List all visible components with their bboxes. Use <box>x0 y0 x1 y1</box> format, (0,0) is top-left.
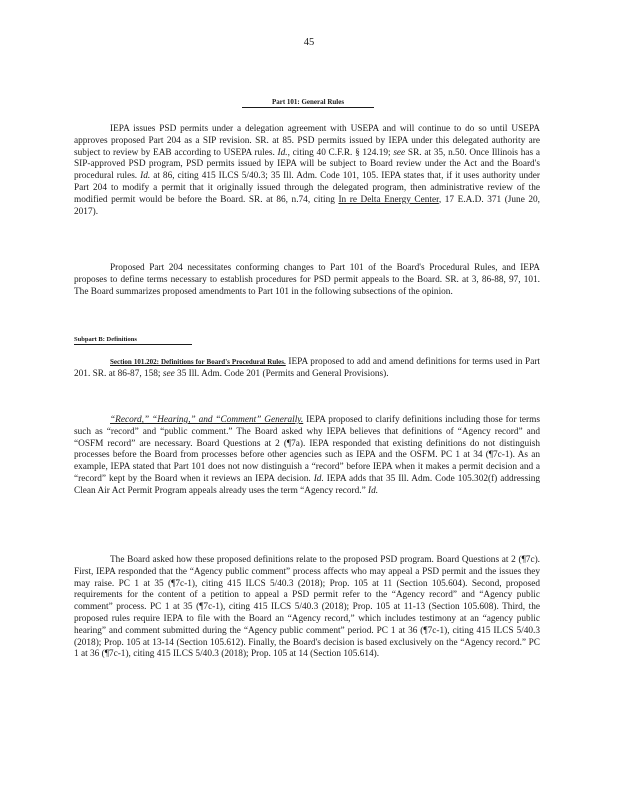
paragraph-1: IEPA issues PSD permits under a delegation agreement with USEPA and will continue to do so until USEPA approves proposed Part 204 as a SIP revision. SR. at 85. PSD permits issued by IEPA under this delegated authority are subject to review by EAB according to USEPA rules. Id., citing 40 C.F.R. § 124.19; see SR. at 35, n.50. Once Illinois has a SIP-approved PSD program, PSD permits issued by IEPA will be subject to Board review under the Act and the Board's procedural rules. Id. at 86, citing 415 ILCS 5/40.3; 35 Ill. Adm. Code 101, 105. IEPA states that, if it uses authority under Part 204 to modify a permit that it originally issued through the delegated program, then administrative review of the modified permit would be before the Board. SR. at 86, n.74, citing In re Delta Energy Center, 17 E.A.D. 371 (June 20, 2017). <box>74 124 541 217</box>
record-hearing-comment-heading: “Record,” “Hearing,” and “Comment” Generally. <box>110 415 304 425</box>
id-citation: Id. <box>277 147 288 158</box>
paragraph-2: Proposed Part 204 necessitates conforming changes to Part 101 of the Board's Procedural Rules, and IEPA proposes to define terms necessary to establish procedures for PSD permit appeals to the Board. SR. at 3, 86-88, 97, 101. The Board summarizes proposed amendments to Part 101 in the following subsections of the opinion. <box>74 263 540 297</box>
id-citation: Id. <box>368 485 379 496</box>
subpart-heading: Subpart B: Definitions <box>74 336 192 345</box>
case-citation: In re Delta Energy Center <box>338 194 439 205</box>
paragraph-3: Section 101.202: Definitions for Board's Procedural Rules. IEPA proposed to add and amend definitions for terms used in Part 201. SR. at 86-87, 158; see 35 Ill. Adm. Code 201 (Permits and General Provisions). <box>74 357 540 379</box>
id-citation: Id. <box>313 473 324 484</box>
paragraph-5: The Board asked how these proposed definitions relate to the proposed PSD program. Board Questions at 2 (¶7c). First, IEPA responded that the “Agency public comment” process affects who may appeal a PSD permit and the issues they may raise. PC 1 at 35 (¶7c-1), citing 415 ILCS 5/40.3 (2018); Prop. 105 at 11 (Section 105.604). Second, proposed requirements for the content of a petition to appeal a PSD permit refer to the “Agency record” and “Agency public comment” process. PC 1 at 35 (¶7c-1), citing 415 ILCS 5/40.3 (2018); Prop. 105 at 11-13 (Section 105.608). Third, the proposed rules require IEPA to file with the Board an “Agency record,” which includes testimony at an “agency public hearing” and comment submitted during the “Agency public comment” period. PC 1 at 36 (¶7c-1), citing 415 ILCS 5/40.3 (2018); Prop. 105 at 13-14 (Section 105.612). Finally, the Board's decision is based exclusively on the “Agency record.” PC 1 at 36 (¶7c-1), citing 415 ILCS 5/40.3 (2018); Prop. 105 at 14 (Section 105.614). <box>74 555 540 660</box>
section-101-202-heading: Section 101.202: Definitions for Board's Procedural Rules. <box>110 358 286 366</box>
see-signal: see <box>393 147 406 158</box>
id-citation: Id. <box>140 171 151 182</box>
see-signal: see <box>162 368 175 379</box>
section-heading: Part 101: General Rules <box>242 98 374 108</box>
page-number: 45 <box>303 37 315 48</box>
paragraph-4: “Record,” “Hearing,” and “Comment” Generally. IEPA proposed to clarify definitions including those for terms such as “record” and “public comment.” The Board asked why IEPA believes that definitions of “Agency record” and “OSFM record” are necessary. Board Questions at 2 (¶7a). IEPA responded that existing definitions do not distinguish processes before the Board from processes before other agencies such as IEPA and the OSFM. PC 1 at 34 (¶7c-1). As an example, IEPA stated that Part 101 does not now distinguish a “record” before IEPA when it makes a permit decision and a “record” kept by the Board when it reviews an IEPA decision. Id. IEPA adds that 35 Ill. Adm. Code 105.302(f) addressing Clean Air Act Permit Program appeals already uses the term “Agency record.” Id. <box>74 415 541 496</box>
